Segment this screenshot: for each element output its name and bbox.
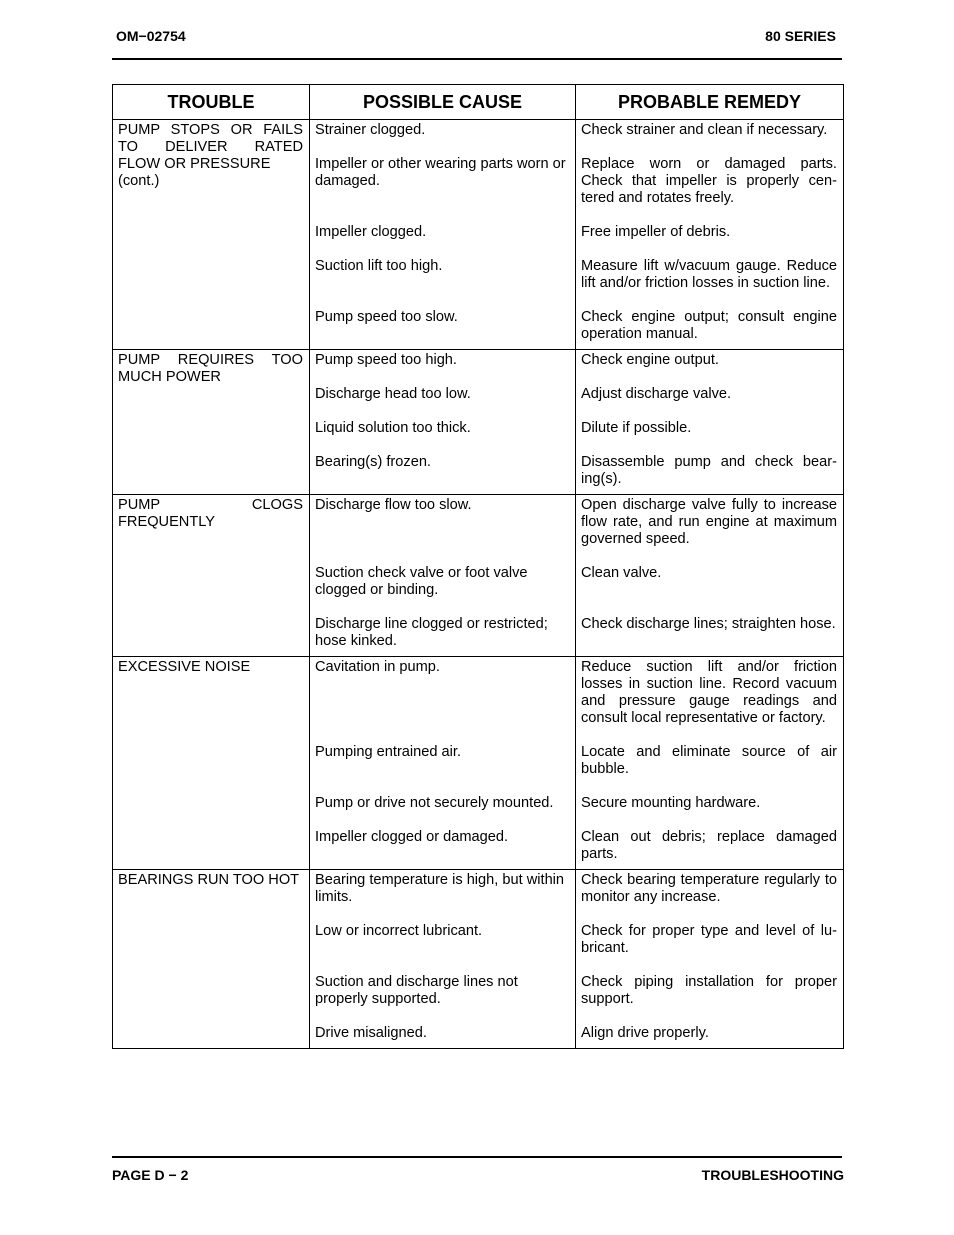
page-number: PAGE D − 2 xyxy=(112,1167,189,1183)
possible-cause: Suction lift too high. xyxy=(315,258,443,274)
trouble-cell xyxy=(113,657,310,870)
probable-remedy-cell xyxy=(576,350,844,495)
probable-remedy: Measure lift w/vacuum gauge. Reduce lift and/or friction losses in suction line. xyxy=(581,258,837,291)
column-header-probable-remedy: PROBABLE REMEDY xyxy=(576,85,844,120)
troubleshooting-table xyxy=(112,84,844,1049)
probable-remedy-cell xyxy=(576,120,844,350)
possible-cause-cell xyxy=(310,495,576,657)
probable-remedy: Secure mounting hardware. xyxy=(581,795,761,811)
possible-cause: Pump or drive not securely mounted. xyxy=(315,795,554,811)
trouble-cell xyxy=(113,120,310,350)
possible-cause: Cavitation in pump. xyxy=(315,659,440,675)
probable-remedy: Align drive properly. xyxy=(581,1025,709,1041)
trouble-text: PUMP STOPS OR FAILS TO DELIVER RATED FLOW OR PRESSURE xyxy=(118,122,303,172)
probable-remedy: Check discharge lines; straighten hose. xyxy=(581,616,836,632)
trouble-text: PUMP CLOGS FREQUENTLY xyxy=(118,497,303,530)
probable-remedy: Free impeller of debris. xyxy=(581,224,731,240)
possible-cause: Discharge flow too slow. xyxy=(315,497,472,513)
possible-cause: Pump speed too high. xyxy=(315,352,457,368)
trouble-cell xyxy=(113,495,310,657)
column-header-possible-cause: POSSIBLE CAUSE xyxy=(310,85,576,120)
table-row xyxy=(113,657,844,870)
trouble-text: BEARINGS RUN TOO HOT xyxy=(118,872,300,888)
probable-remedy: Check strainer and clean if necessary. xyxy=(581,122,828,138)
possible-cause: Bearing temperature is high, but within limits. xyxy=(315,872,565,905)
probable-remedy: Disassemble pump and check bearing(s). xyxy=(581,454,837,487)
probable-remedy: Check bearing temperature regularly to monitor any increase. xyxy=(581,872,837,905)
probable-remedy: Clean valve. xyxy=(581,565,662,581)
possible-cause-cell xyxy=(310,120,576,350)
probable-remedy: Check piping installation for proper support. xyxy=(581,974,837,1007)
series-title: 80 SERIES xyxy=(765,28,836,44)
column-header-trouble: TROUBLE xyxy=(113,85,310,120)
possible-cause: Impeller or other wearing parts worn or damaged. xyxy=(315,156,566,189)
probable-remedy-cell xyxy=(576,657,844,870)
possible-cause: Impeller clogged. xyxy=(315,224,427,240)
probable-remedy: Open discharge valve fully to increase flow rate, and run engine at maximum governed speed. xyxy=(581,497,837,547)
section-title: TROUBLESHOOTING xyxy=(701,1167,844,1183)
table-row xyxy=(113,350,844,495)
possible-cause: Discharge line clogged or restricted; hose kinked. xyxy=(315,616,548,649)
possible-cause: Liquid solution too thick. xyxy=(315,420,471,436)
probable-remedy: Adjust discharge valve. xyxy=(581,386,732,402)
probable-remedy: Locate and eliminate source of air bubble. xyxy=(581,744,837,777)
probable-remedy: Dilute if possible. xyxy=(581,420,692,436)
probable-remedy: Check for proper type and level of lubricant. xyxy=(581,923,837,956)
trouble-text: PUMP REQUIRES TOO MUCH POWER xyxy=(118,352,303,385)
probable-remedy: Reduce suction lift and/or friction losses in suction line. Record vacuum and pressure gauge readings and consult local representative or factory. xyxy=(581,659,837,726)
header-rule xyxy=(112,58,842,60)
probable-remedy: Replace worn or damaged parts. Check that impeller is properly centered and rotates freely. xyxy=(581,156,837,206)
footer-rule xyxy=(112,1156,842,1158)
table-row xyxy=(113,120,844,350)
possible-cause: Suction and discharge lines not properly supported. xyxy=(315,974,518,1007)
possible-cause: Bearing(s) frozen. xyxy=(315,454,431,470)
trouble-cell xyxy=(113,350,310,495)
possible-cause: Pump speed too slow. xyxy=(315,309,458,325)
possible-cause: Strainer clogged. xyxy=(315,122,426,138)
possible-cause-cell xyxy=(310,657,576,870)
trouble-cell xyxy=(113,870,310,1049)
possible-cause: Impeller clogged or damaged. xyxy=(315,829,509,845)
possible-cause: Suction check valve or foot valve clogged or binding. xyxy=(315,565,528,598)
document-number: OM−02754 xyxy=(116,28,186,44)
probable-remedy-cell xyxy=(576,870,844,1049)
probable-remedy: Clean out debris; replace damaged parts. xyxy=(581,829,837,862)
probable-remedy: Check engine output; consult engine operation manual. xyxy=(581,309,837,342)
probable-remedy-cell xyxy=(576,495,844,657)
possible-cause-cell xyxy=(310,870,576,1049)
table-header-row xyxy=(113,85,844,120)
possible-cause: Discharge head too low. xyxy=(315,386,471,402)
possible-cause-cell xyxy=(310,350,576,495)
trouble-text: EXCESSIVE NOISE xyxy=(118,659,251,675)
possible-cause: Low or incorrect lubricant. xyxy=(315,923,483,939)
table-row xyxy=(113,870,844,1049)
table-row xyxy=(113,495,844,657)
probable-remedy: Check engine output. xyxy=(581,352,719,368)
trouble-note: (cont.) xyxy=(118,173,160,189)
possible-cause: Pumping entrained air. xyxy=(315,744,462,760)
possible-cause: Drive misaligned. xyxy=(315,1025,427,1041)
